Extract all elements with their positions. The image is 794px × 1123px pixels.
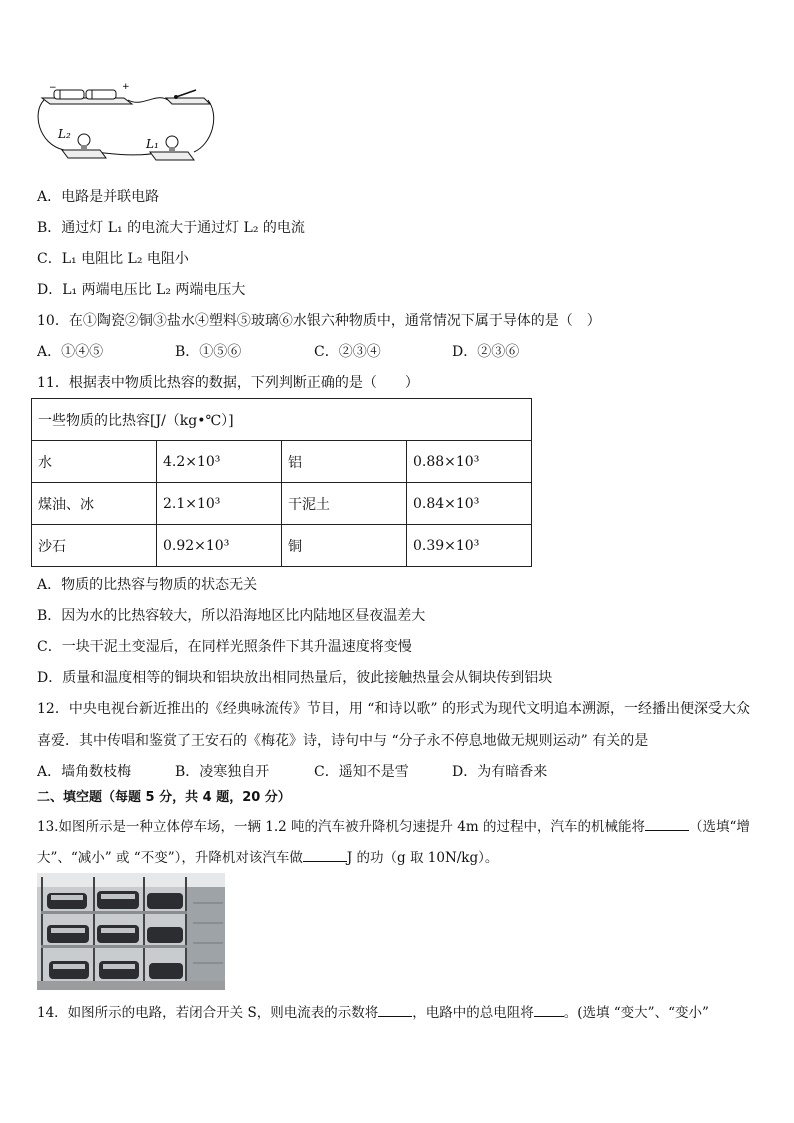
parking-garage-illustration: [37, 873, 225, 990]
q12-option-c: C．遥知不是雪: [314, 764, 409, 780]
table-cell: 0.88×10³: [407, 441, 532, 483]
answer-blank[interactable]: [645, 816, 689, 831]
table-cell: 0.92×10³: [157, 525, 282, 567]
battery-cell: [54, 90, 84, 99]
lamp-l2-bulb: [78, 134, 90, 146]
q10-option-b: B．①⑤⑥: [175, 344, 242, 360]
q14-text: 。(选填 “变大”、“变小”: [563, 1005, 709, 1021]
lamp-l1-bulb: [166, 136, 178, 148]
table-cell: 沙石: [32, 525, 157, 567]
table-cell: 铝: [282, 441, 407, 483]
q9-option-a: A．电路是并联电路: [37, 189, 160, 205]
minus-sign: −: [49, 83, 57, 93]
q10-stem: 10．在①陶瓷②铜③盐水④塑料⑤玻璃⑥水银六种物质中，通常情况下属于导体的是（ ）: [37, 313, 601, 329]
q14-text: 14．如图所示的电路，若闭合开关 S，则电流表的示数将: [37, 1005, 379, 1021]
q11-option-a: A．物质的比热容与物质的状态无关: [37, 577, 258, 593]
specific-heat-table: [31, 398, 532, 567]
q12-stem-line2: 喜爱．其中传唱和鉴赏了王安石的《梅花》诗，诗句中与 “分子永不停息地做无规则运动” 有关的是: [37, 733, 649, 749]
q13-line1: [37, 816, 750, 836]
q14-text: ，电路中的总电阻将: [412, 1005, 534, 1021]
label-l1: L₁: [146, 137, 159, 151]
q9-option-b: B．通过灯 L₁ 的电流大于通过灯 L₂ 的电流: [37, 220, 305, 236]
switch-lever: [176, 90, 196, 97]
q12-option-a: A．墙角数枝梅: [37, 764, 132, 780]
table-row: [32, 483, 532, 525]
table-cell: 0.84×10³: [407, 483, 532, 525]
table-cell: 2.1×10³: [157, 483, 282, 525]
table-cell: 干泥土: [282, 483, 407, 525]
q11-option-d: D．质量和温度相等的铜块和铝块放出相同热量后，彼此接触热量会从铜块传到铝块: [37, 670, 553, 686]
answer-blank[interactable]: [303, 847, 347, 862]
q13-text: 13.如图所示是一种立体停车场，一辆 1.2 吨的汽车被升降机匀速提升 4m 的过程中，汽车的机械能将: [37, 819, 645, 835]
battery-cell: [86, 90, 116, 99]
lamp-l2-base: [62, 150, 106, 158]
table-cell: 水: [32, 441, 157, 483]
q11-stem: 11．根据表中物质比热容的数据，下列判断正确的是（ ）: [37, 375, 419, 391]
lamp-l1-base: [150, 152, 194, 160]
table-cell: 4.2×10³: [157, 441, 282, 483]
label-l2: L₂: [58, 127, 71, 141]
q13-line2: [37, 847, 498, 867]
table-cell: 0.39×10³: [407, 525, 532, 567]
q14-line: [37, 1002, 709, 1022]
table-row: [32, 525, 532, 567]
q12-option-b: B．凌寒独自开: [175, 764, 270, 780]
q10-option-c: C．②③④: [314, 344, 381, 360]
switch-board: [166, 98, 210, 104]
table-cell: 铜: [282, 525, 407, 567]
circuit-diagram: [36, 82, 218, 168]
q12-stem-line1: 12．中央电视台新近推出的《经典咏流传》节目，用 “和诗以歌” 的形式为现代文明追本溯源，一经播出便深受大众: [37, 701, 751, 717]
q10-option-d: D．②③⑥: [452, 344, 520, 360]
table-row: [32, 441, 532, 483]
q10-option-a: A．①④⑤: [37, 344, 104, 360]
q12-option-d: D．为有暗香来: [452, 764, 548, 780]
section-title: 二、填空题（每题 5 分，共 4 题，20 分）: [37, 790, 291, 805]
plus-sign: +: [122, 82, 130, 92]
q9-option-c: C．L₁ 电阻比 L₂ 电阻小: [37, 251, 189, 267]
q13-text: J 的功（g 取 10N/kg）。: [346, 850, 499, 866]
answer-blank[interactable]: [378, 1002, 412, 1017]
q13-text: （选填“增: [689, 819, 750, 835]
table-cell: 煤油、冰: [32, 483, 157, 525]
table-title: 一些物质的比热容[J/（kg•℃）]: [32, 399, 532, 441]
answer-blank[interactable]: [534, 1002, 564, 1017]
parking-garage-photo: [37, 873, 225, 990]
q13-text: 大”、“减小” 或 “不变”），升降机对该汽车做: [37, 850, 303, 866]
q9-option-d: D．L₁ 两端电压比 L₂ 两端电压大: [37, 282, 246, 298]
q11-option-c: C．一块干泥土变湿后，在同样光照条件下其升温速度将变慢: [37, 639, 412, 655]
q11-option-b: B．因为水的比热容较大，所以沿海地区比内陆地区昼夜温差大: [37, 608, 426, 624]
